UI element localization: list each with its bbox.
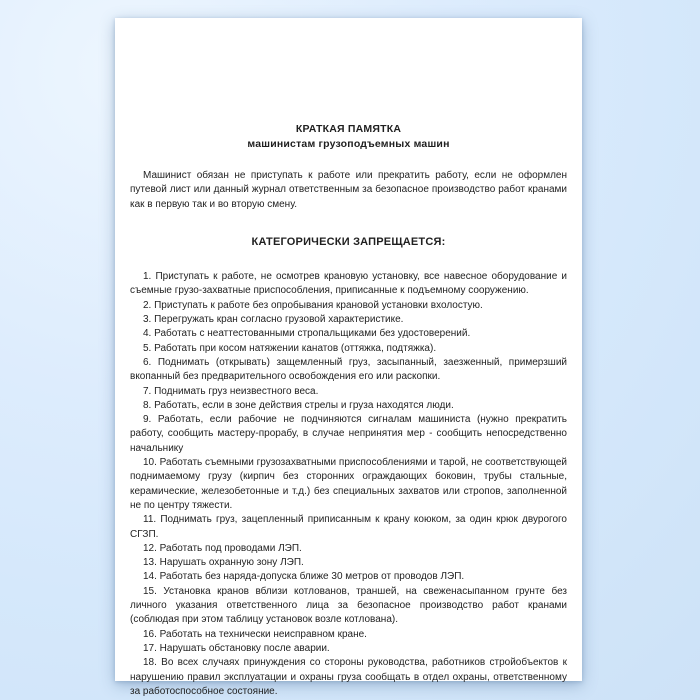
prohibited-list [130, 270, 567, 699]
list-item: 4. Работать с неаттестованными стропальщиками без удостоверений. [143, 328, 471, 340]
list-item: 5. Работать при косом натяжении канатов (оттяжка, подтяжка). [143, 342, 437, 354]
list-item: 6. Поднимать (открывать) защемленный груз, засыпанный, заезженный, примерзший вкопанный без предварительного освобождения его или раскопки. [130, 356, 567, 383]
list-item: 11. Поднимать груз, зацепленный приписанным к крану коюком, за один крюк двурогого СГЗП. [130, 514, 567, 540]
list-item: 18. Во всех случаях принуждения со стороны руководства, работников стройобъектов к нарушению правил эксплуатации и охраны груза сообщать в отдел охраны, ответственному за работоспособное состояние. [130, 657, 567, 697]
list-item: 8. Работать, если в зоне действия стрелы и груза находятся люди. [143, 399, 454, 411]
document-title: КРАТКАЯ ПАМЯТКА [295, 123, 402, 135]
intro-paragraph: Машинист обязан не приступать к работе или прекратить работу, если не оформлен путевой лист или данный журнал ответственным за безопасное производство работ кранами как в первую так и во вторую смену. [130, 170, 567, 210]
list-item: 7. Поднимать груз неизвестного веса. [143, 385, 319, 397]
list-item: 17. Нарушать обстановку после аварии. [143, 642, 330, 654]
list-item: 16. Работать на технически неисправном кране. [143, 628, 367, 640]
list-item: 13. Нарушать охранную зону ЛЭП. [143, 557, 304, 569]
list-item: 15. Установка кранов вблизи котлованов, траншей, на свеженасыпанном грунте без личного указания ответственного лица за безопасное производство работ кранами (соблюдая при этом таблицу установок возле котлована). [130, 585, 567, 626]
document-page [115, 18, 582, 697]
document-content [115, 18, 582, 699]
list-item: 9. Работать, если рабочие не подчиняются сигналам машиниста (нужно прекратить работу, сообщить мастеру-прорабу, в случае непринятия мер - сообщить непосредственно начальнику [130, 414, 567, 454]
list-item: 10. Работать съемными грузозахватными приспособлениями и тарой, не соответствующей поднимаемому грузу (кирпич без сторонних ограждающих боковин, трубы стальные, керамические, железобетонные и т.д.) без специальных захватов или стропов, заполненной не по центру тяжести. [130, 457, 567, 511]
list-item: 12. Работать под проводами ЛЭП. [143, 542, 302, 554]
section-heading: КАТЕГОРИЧЕСКИ ЗАПРЕЩАЕТСЯ: [251, 235, 446, 248]
document-subtitle: машинистам грузоподъемных машин [247, 138, 450, 150]
list-item: 1. Приступать к работе, не осмотрев крановую установку, все навесное оборудование и съемные грузо-захватные приспособления, приписанные к подъемному сооружению. [130, 271, 567, 297]
list-item: 14. Работать без наряда-допуска ближе 30 метров от проводов ЛЭП. [143, 571, 465, 583]
list-item: 3. Перегружать кран согласно грузовой характеристике. [143, 314, 404, 326]
list-item: 2. Приступать к работе без опробывания крановой установки вхолостую. [143, 299, 483, 311]
